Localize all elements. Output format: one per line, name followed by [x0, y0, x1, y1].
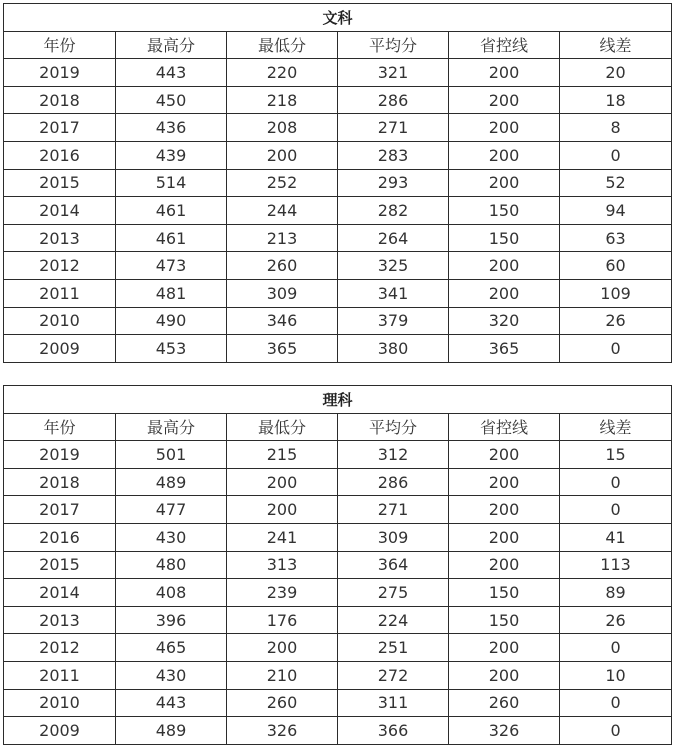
cell-avg-score: 321 — [338, 59, 449, 87]
table-row — [4, 86, 672, 114]
cell-max-score: 473 — [116, 252, 227, 280]
cell-control-line: 200 — [449, 496, 560, 524]
cell-year: 2017 — [4, 114, 116, 142]
cell-min-score: 200 — [227, 141, 338, 169]
cell-control-line: 150 — [449, 606, 560, 634]
cell-min-score: 309 — [227, 279, 338, 307]
cell-max-score: 443 — [116, 689, 227, 717]
cell-max-score: 481 — [116, 279, 227, 307]
cell-max-score: 514 — [116, 169, 227, 197]
header-max-score: 最高分 — [116, 31, 227, 59]
cell-control-line: 200 — [449, 551, 560, 579]
header-year: 年份 — [4, 31, 116, 59]
like-score-table — [3, 385, 672, 745]
header-min-score: 最低分 — [227, 413, 338, 441]
cell-max-score: 439 — [116, 141, 227, 169]
cell-year: 2015 — [4, 169, 116, 197]
cell-year: 2012 — [4, 252, 116, 280]
table-body — [4, 4, 672, 363]
cell-control-line: 150 — [449, 224, 560, 252]
cell-max-score: 477 — [116, 496, 227, 524]
cell-avg-score: 271 — [338, 496, 449, 524]
table-row — [4, 252, 672, 280]
cell-avg-score: 283 — [338, 141, 449, 169]
cell-avg-score: 293 — [338, 169, 449, 197]
cell-avg-score: 312 — [338, 441, 449, 469]
cell-line-diff: 26 — [560, 606, 672, 634]
cell-avg-score: 380 — [338, 335, 449, 363]
cell-max-score: 480 — [116, 551, 227, 579]
cell-control-line: 200 — [449, 468, 560, 496]
cell-max-score: 450 — [116, 86, 227, 114]
cell-avg-score: 325 — [338, 252, 449, 280]
wenke-score-table — [3, 3, 672, 363]
table-row — [4, 717, 672, 745]
cell-control-line: 150 — [449, 197, 560, 225]
header-line-diff: 线差 — [560, 31, 672, 59]
cell-max-score: 501 — [116, 441, 227, 469]
table-row — [4, 551, 672, 579]
cell-min-score: 218 — [227, 86, 338, 114]
cell-line-diff: 0 — [560, 634, 672, 662]
cell-control-line: 200 — [449, 252, 560, 280]
cell-min-score: 239 — [227, 579, 338, 607]
cell-year: 2016 — [4, 523, 116, 551]
cell-year: 2019 — [4, 441, 116, 469]
header-avg-score: 平均分 — [338, 413, 449, 441]
table-row — [4, 335, 672, 363]
cell-year: 2011 — [4, 661, 116, 689]
cell-year: 2018 — [4, 86, 116, 114]
cell-min-score: 244 — [227, 197, 338, 225]
header-line-diff: 线差 — [560, 413, 672, 441]
cell-control-line: 200 — [449, 141, 560, 169]
table-header-row — [4, 31, 672, 59]
cell-min-score: 326 — [227, 717, 338, 745]
cell-max-score: 443 — [116, 59, 227, 87]
cell-max-score: 465 — [116, 634, 227, 662]
cell-line-diff: 0 — [560, 717, 672, 745]
cell-year: 2009 — [4, 717, 116, 745]
cell-year: 2012 — [4, 634, 116, 662]
cell-line-diff: 0 — [560, 689, 672, 717]
cell-max-score: 489 — [116, 468, 227, 496]
cell-min-score: 176 — [227, 606, 338, 634]
cell-avg-score: 309 — [338, 523, 449, 551]
cell-min-score: 200 — [227, 634, 338, 662]
cell-line-diff: 20 — [560, 59, 672, 87]
cell-line-diff: 0 — [560, 468, 672, 496]
cell-max-score: 408 — [116, 579, 227, 607]
header-min-score: 最低分 — [227, 31, 338, 59]
table-row — [4, 523, 672, 551]
cell-line-diff: 8 — [560, 114, 672, 142]
table-title: 理科 — [4, 386, 672, 414]
cell-min-score: 313 — [227, 551, 338, 579]
table-row — [4, 169, 672, 197]
table-row — [4, 606, 672, 634]
cell-year: 2019 — [4, 59, 116, 87]
cell-max-score: 461 — [116, 224, 227, 252]
cell-year: 2016 — [4, 141, 116, 169]
cell-year: 2011 — [4, 279, 116, 307]
cell-control-line: 200 — [449, 169, 560, 197]
table-row — [4, 634, 672, 662]
cell-year: 2014 — [4, 197, 116, 225]
cell-control-line: 326 — [449, 717, 560, 745]
header-year: 年份 — [4, 413, 116, 441]
cell-control-line: 260 — [449, 689, 560, 717]
cell-avg-score: 379 — [338, 307, 449, 335]
cell-control-line: 200 — [449, 661, 560, 689]
cell-year: 2017 — [4, 496, 116, 524]
cell-line-diff: 89 — [560, 579, 672, 607]
cell-line-diff: 94 — [560, 197, 672, 225]
cell-year: 2010 — [4, 307, 116, 335]
cell-min-score: 241 — [227, 523, 338, 551]
cell-avg-score: 282 — [338, 197, 449, 225]
cell-line-diff: 26 — [560, 307, 672, 335]
cell-year: 2013 — [4, 606, 116, 634]
cell-line-diff: 60 — [560, 252, 672, 280]
cell-avg-score: 224 — [338, 606, 449, 634]
table-row — [4, 496, 672, 524]
cell-avg-score: 286 — [338, 468, 449, 496]
cell-max-score: 436 — [116, 114, 227, 142]
cell-line-diff: 15 — [560, 441, 672, 469]
cell-control-line: 320 — [449, 307, 560, 335]
cell-line-diff: 113 — [560, 551, 672, 579]
table-header-row — [4, 413, 672, 441]
cell-min-score: 208 — [227, 114, 338, 142]
cell-min-score: 200 — [227, 468, 338, 496]
cell-avg-score: 286 — [338, 86, 449, 114]
cell-min-score: 210 — [227, 661, 338, 689]
cell-avg-score: 271 — [338, 114, 449, 142]
cell-control-line: 200 — [449, 441, 560, 469]
table-row — [4, 114, 672, 142]
cell-control-line: 150 — [449, 579, 560, 607]
cell-line-diff: 10 — [560, 661, 672, 689]
table-title: 文科 — [4, 4, 672, 32]
cell-control-line: 200 — [449, 86, 560, 114]
cell-avg-score: 275 — [338, 579, 449, 607]
cell-max-score: 430 — [116, 661, 227, 689]
cell-min-score: 200 — [227, 496, 338, 524]
cell-line-diff: 52 — [560, 169, 672, 197]
cell-year: 2018 — [4, 468, 116, 496]
cell-min-score: 252 — [227, 169, 338, 197]
cell-max-score: 489 — [116, 717, 227, 745]
header-control-line: 省控线 — [449, 413, 560, 441]
table-row — [4, 307, 672, 335]
cell-avg-score: 272 — [338, 661, 449, 689]
table-row — [4, 59, 672, 87]
cell-avg-score: 341 — [338, 279, 449, 307]
cell-min-score: 213 — [227, 224, 338, 252]
table-title-row — [4, 386, 672, 414]
table-title-row — [4, 4, 672, 32]
header-control-line: 省控线 — [449, 31, 560, 59]
header-max-score: 最高分 — [116, 413, 227, 441]
table-row — [4, 661, 672, 689]
cell-min-score: 260 — [227, 252, 338, 280]
cell-control-line: 200 — [449, 279, 560, 307]
cell-control-line: 200 — [449, 523, 560, 551]
table-row — [4, 141, 672, 169]
table-row — [4, 689, 672, 717]
table-row — [4, 468, 672, 496]
cell-line-diff: 63 — [560, 224, 672, 252]
cell-avg-score: 251 — [338, 634, 449, 662]
cell-max-score: 453 — [116, 335, 227, 363]
table-row — [4, 197, 672, 225]
cell-control-line: 200 — [449, 634, 560, 662]
cell-max-score: 430 — [116, 523, 227, 551]
cell-line-diff: 0 — [560, 496, 672, 524]
cell-year: 2009 — [4, 335, 116, 363]
cell-max-score: 490 — [116, 307, 227, 335]
cell-max-score: 396 — [116, 606, 227, 634]
cell-min-score: 260 — [227, 689, 338, 717]
cell-control-line: 200 — [449, 114, 560, 142]
cell-avg-score: 366 — [338, 717, 449, 745]
cell-control-line: 365 — [449, 335, 560, 363]
cell-line-diff: 41 — [560, 523, 672, 551]
cell-avg-score: 264 — [338, 224, 449, 252]
cell-avg-score: 311 — [338, 689, 449, 717]
cell-min-score: 215 — [227, 441, 338, 469]
cell-min-score: 365 — [227, 335, 338, 363]
cell-line-diff: 109 — [560, 279, 672, 307]
cell-min-score: 346 — [227, 307, 338, 335]
table-row — [4, 441, 672, 469]
table-row — [4, 579, 672, 607]
cell-year: 2013 — [4, 224, 116, 252]
cell-line-diff: 0 — [560, 335, 672, 363]
cell-control-line: 200 — [449, 59, 560, 87]
cell-max-score: 461 — [116, 197, 227, 225]
cell-line-diff: 0 — [560, 141, 672, 169]
cell-year: 2014 — [4, 579, 116, 607]
cell-year: 2015 — [4, 551, 116, 579]
cell-avg-score: 364 — [338, 551, 449, 579]
table-row — [4, 279, 672, 307]
cell-year: 2010 — [4, 689, 116, 717]
cell-min-score: 220 — [227, 59, 338, 87]
table-row — [4, 224, 672, 252]
table-body — [4, 386, 672, 745]
header-avg-score: 平均分 — [338, 31, 449, 59]
cell-line-diff: 18 — [560, 86, 672, 114]
